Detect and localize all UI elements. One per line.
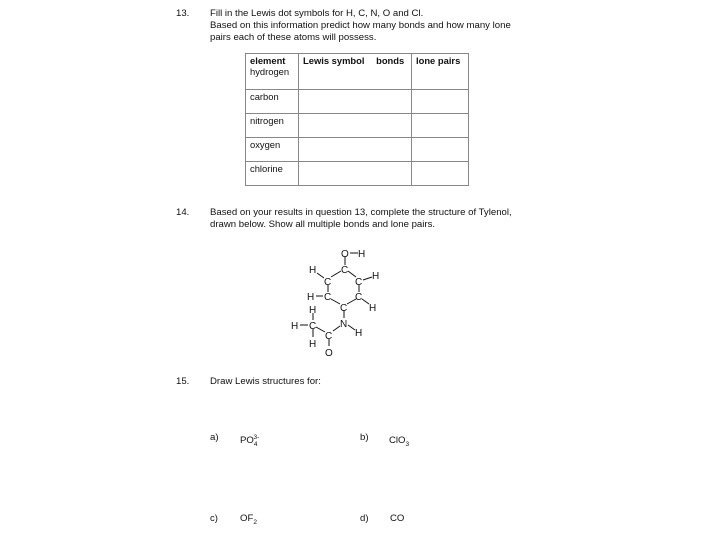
item-a-label: a) <box>210 432 219 443</box>
lone-pairs-cell[interactable] <box>412 114 469 138</box>
header-lewis-symbol: Lewis symbol <box>303 55 365 66</box>
item-d-label: d) <box>360 513 369 524</box>
formula-text: OF <box>240 513 254 524</box>
formula-subscript: 2 <box>253 518 257 526</box>
bond-c6-h <box>363 277 372 280</box>
atom-c: C <box>340 303 348 314</box>
formula-text: PO <box>240 435 254 447</box>
formula-subscript: 3 <box>405 441 410 449</box>
atom-h: H <box>309 305 317 316</box>
formula-text: ClO <box>389 435 406 447</box>
tylenol-structure <box>280 240 400 360</box>
element-label: nitrogen <box>246 114 299 138</box>
table-row <box>246 114 469 138</box>
item-b-label: b) <box>360 432 369 443</box>
element-cell <box>246 54 299 90</box>
atom-c: C <box>309 321 317 332</box>
bond-n-c-carbonyl <box>333 326 340 331</box>
atom-h: H <box>309 265 317 276</box>
lewis-symbol-cell[interactable] <box>299 162 412 186</box>
lone-pairs-cell[interactable] <box>412 90 469 114</box>
bond-c5-h <box>362 299 369 304</box>
lewis-symbol-cell[interactable] <box>299 54 412 90</box>
table-row <box>246 138 469 162</box>
question-14-line-1: Based on your results in question 13, complete the structure of Tylenol, <box>210 207 512 218</box>
atom-h: H <box>372 271 380 282</box>
item-b-formula <box>389 432 410 451</box>
atom-h: H <box>369 303 377 314</box>
question-13-line-2: Based on this information predict how many bonds and how many lone <box>210 20 511 31</box>
element-label: hydrogen <box>250 66 290 77</box>
element-label: oxygen <box>246 138 299 162</box>
question-13-number: 13. <box>176 8 190 19</box>
lone-pairs-cell[interactable] <box>412 138 469 162</box>
atom-n: N <box>340 319 348 330</box>
lewis-symbol-cell[interactable] <box>299 90 412 114</box>
lewis-table <box>245 53 469 186</box>
atom-c: C <box>355 277 363 288</box>
item-a-formula <box>240 432 259 451</box>
item-c-formula <box>240 513 257 529</box>
atom-c: C <box>324 292 332 303</box>
table-header-row <box>246 54 469 90</box>
bond-c2-h <box>317 273 324 278</box>
question-14-number: 14. <box>176 207 190 218</box>
table-row <box>246 90 469 114</box>
question-13-line-3: pairs each of these atoms will possess. <box>210 32 377 43</box>
atom-c: C <box>355 292 363 303</box>
item-d-formula: CO <box>390 513 405 524</box>
bond-c-methyl-c-carbonyl <box>316 327 325 332</box>
bond-n-h <box>348 325 355 330</box>
lewis-symbol-cell[interactable] <box>299 114 412 138</box>
header-bonds: bonds <box>376 55 405 66</box>
element-label: chlorine <box>246 162 299 186</box>
atom-h: H <box>358 249 366 260</box>
header-lone-pairs: lone pairs <box>416 55 461 66</box>
atom-o: O <box>341 249 349 260</box>
question-14-line-2: drawn below. Show all multiple bonds and lone pairs. <box>210 219 436 230</box>
question-15-number: 15. <box>176 376 190 387</box>
atom-c: C <box>324 277 332 288</box>
lone-pairs-cell[interactable] <box>412 54 469 90</box>
atom-h: H <box>291 321 299 332</box>
question-15-prompt: Draw Lewis structures for: <box>210 376 321 387</box>
element-label: carbon <box>246 90 299 114</box>
formula-superscript: - <box>405 434 408 441</box>
lewis-symbol-cell[interactable] <box>299 138 412 162</box>
table-row <box>246 162 469 186</box>
bond-c3-c4 <box>331 299 340 304</box>
question-13-line-1: Fill in the Lewis dot symbols for H, C, N, O and Cl. <box>210 8 424 19</box>
formula-subscript: 4 <box>253 441 258 449</box>
atom-c: C <box>325 331 333 342</box>
header-element: element <box>250 55 286 66</box>
atom-c: C <box>341 265 349 276</box>
bond-c1-c2 <box>331 271 341 277</box>
formula-superscript: 3- <box>253 434 260 441</box>
lone-pairs-cell[interactable] <box>412 162 469 186</box>
atom-o: O <box>325 348 333 359</box>
atom-h: H <box>355 328 363 339</box>
atom-h: H <box>309 339 317 350</box>
atom-h: H <box>307 292 315 303</box>
item-c-label: c) <box>210 513 218 524</box>
